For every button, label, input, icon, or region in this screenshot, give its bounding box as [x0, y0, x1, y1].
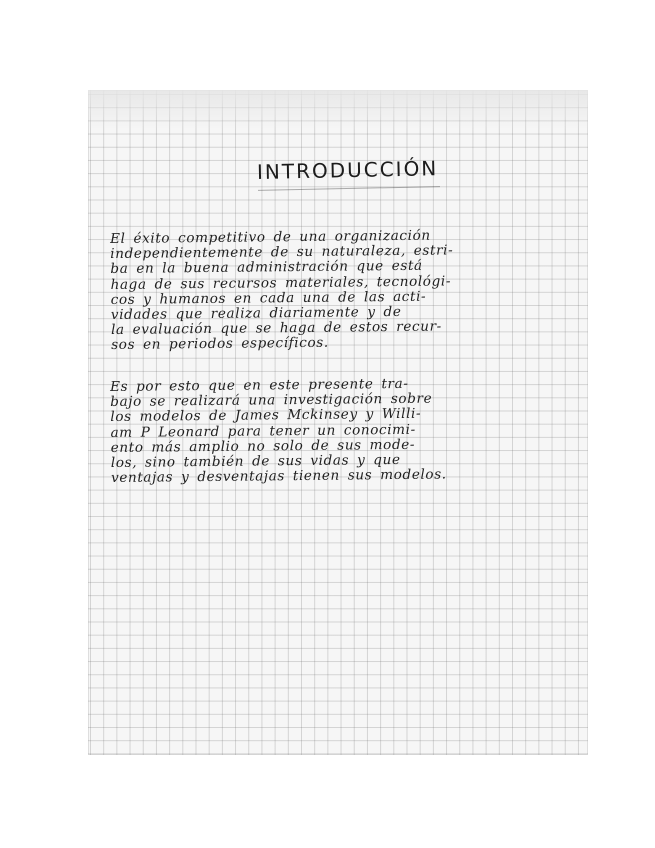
- text-line: los modelos de James Mckinsey y Willi-: [110, 406, 422, 426]
- text-line: haga de sus recursos materiales, tecnológi-: [110, 273, 452, 293]
- document-title: INTRODUCCIÓN: [256, 156, 439, 184]
- text-line: am P Leonard para tener un conocimi-: [110, 421, 416, 441]
- text-line: la evaluación que se haga de estos recur-: [110, 318, 442, 339]
- text-line: Es por esto que en este presente tra-: [109, 375, 409, 395]
- text-line: cos y humanos en cada una de las acti-: [110, 288, 427, 308]
- text-line: El éxito competitivo de una organización: [109, 227, 431, 247]
- paragraph-1: [110, 227, 581, 354]
- paragraph-2: [110, 375, 581, 486]
- text-line: ento más amplio no solo de sus mode-: [110, 436, 416, 456]
- text-line: independientemente de su naturaleza, estri-: [110, 242, 454, 263]
- text-line: sos en periodos específicos.: [111, 335, 329, 354]
- text-line: ventajas y desventajas tienen sus modelos.: [110, 466, 447, 487]
- text-line: vidades que realiza diariamente y de: [110, 303, 402, 324]
- text-line: los, sino también de sus vidas y que: [110, 451, 401, 472]
- text-line: bajo se realizará una investigación sobre: [110, 390, 433, 411]
- text-line: ba en la buena administración que está: [110, 258, 423, 278]
